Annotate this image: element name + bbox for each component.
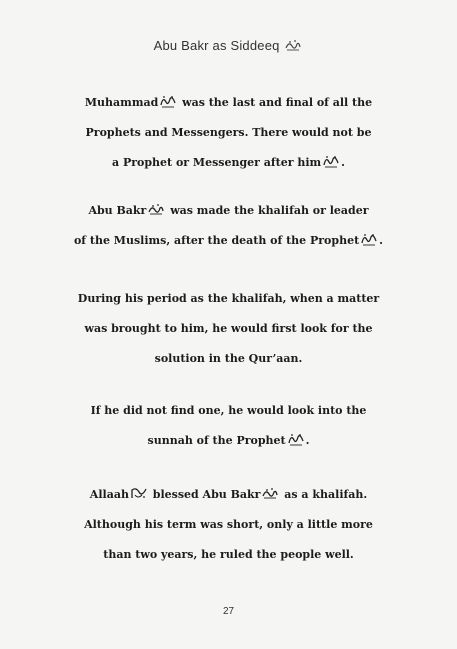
- radiallahu-anhu-honorific-icon: [147, 202, 165, 216]
- text-run: During his period as the khalifah, when a matter: [77, 292, 380, 305]
- sallallahu-alayhi-wasallam-honorific-icon: [322, 154, 340, 168]
- paragraph-1: [0, 88, 457, 178]
- text-run: a Prophet or Messenger after him: [111, 156, 322, 169]
- text-run: .: [379, 234, 384, 247]
- paragraph-line: [0, 344, 457, 374]
- text-run: was the last and final of all the: [178, 96, 373, 109]
- paragraph-line: [0, 196, 457, 226]
- paragraph-line: [0, 284, 457, 314]
- text-run: .: [341, 156, 345, 169]
- running-header: [0, 38, 457, 53]
- text-run: Muhammad: [84, 96, 159, 109]
- text-run: Prophets and Messengers. There would not be: [85, 126, 372, 139]
- paragraph-line: [0, 426, 457, 456]
- subhanahu-wa-taala-honorific-icon: [130, 486, 148, 500]
- sallallahu-alayhi-wasallam-honorific-icon: [287, 432, 305, 446]
- text-run: .: [305, 434, 310, 447]
- text-run: of the Muslims, after the death of the Prophet: [73, 234, 360, 247]
- radiallahu-anhu-honorific-icon: [284, 38, 302, 52]
- paragraph-line: [0, 540, 457, 570]
- header-title: Abu Bakr as Siddeeq: [153, 38, 280, 53]
- paragraph-line: [0, 396, 457, 426]
- paragraph-line: [0, 148, 457, 178]
- paragraph-line: [0, 480, 457, 510]
- text-run: was brought to him, he would first look for the: [84, 322, 373, 335]
- sallallahu-alayhi-wasallam-honorific-icon: [159, 94, 177, 108]
- radiallahu-anhu-honorific-icon: [261, 486, 279, 500]
- paragraph-5: [0, 480, 457, 570]
- text-run: was made the khalifah or leader: [166, 204, 369, 217]
- text-run: Although his term was short, only a little more: [84, 518, 373, 531]
- paragraph-line: [0, 510, 457, 540]
- paragraph-line: [0, 88, 457, 118]
- text-run: Allaah: [89, 488, 129, 501]
- paragraph-4: [0, 396, 457, 456]
- text-run: solution in the Qur’aan.: [154, 352, 303, 365]
- text-run: Abu Bakr: [88, 204, 147, 217]
- sallallahu-alayhi-wasallam-honorific-icon: [360, 232, 378, 246]
- text-run: blessed Abu Bakr: [148, 488, 261, 501]
- text-run: than two years, he ruled the people well.: [103, 548, 354, 561]
- text-run: sunnah of the Prophet: [147, 434, 286, 447]
- paragraph-2: [0, 196, 457, 256]
- paragraph-line: [0, 314, 457, 344]
- text-run: If he did not find one, he would look into the: [90, 404, 367, 417]
- paragraph-line: [0, 118, 457, 148]
- paragraph-3: [0, 284, 457, 374]
- text-run: as a khalifah.: [280, 488, 368, 501]
- page-number: 27: [222, 606, 235, 617]
- paragraph-line: [0, 226, 457, 256]
